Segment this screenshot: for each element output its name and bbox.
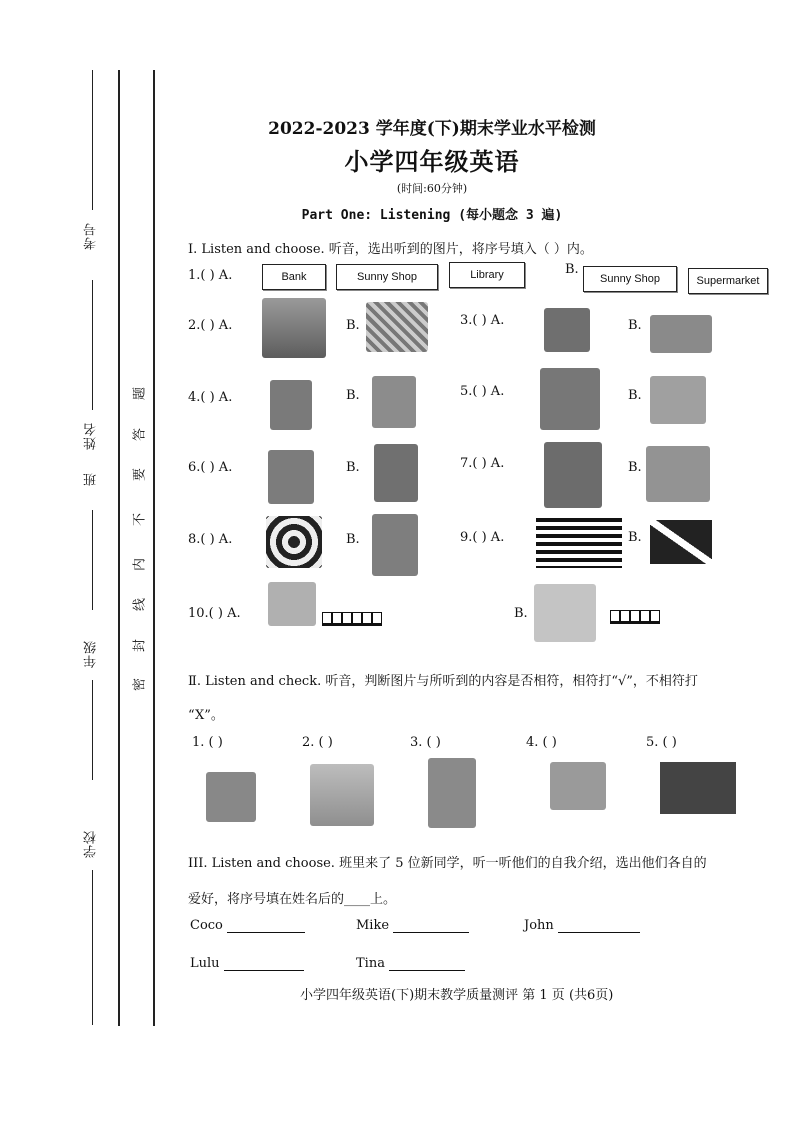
question-label: 7.( ) A. [460,456,505,471]
seal-char: 封 [132,639,148,653]
shop-sign: Bank [262,264,326,290]
section3-instruction: III. Listen and choose. 班里来了 5 位新同学，听一听他们的自我介绍，选出他们各自的 [188,856,707,871]
student-name: Coco [190,918,223,933]
question-label: 3.( ) A. [460,313,505,328]
section3-instruction-cont: 爱好，将序号填在姓名后的____上。 [188,892,397,907]
seal-char: 题 [132,387,148,401]
field-exam-number: 考号 [84,222,99,250]
pagoda-icon [262,298,326,358]
question-label: 8.( ) A. [188,532,233,547]
code-bar [322,612,382,626]
field-line [92,680,93,780]
question-label: 4.( ) A. [188,390,233,405]
student-name: John [524,918,554,933]
code-bar [610,610,660,624]
part-title: Part One: Listening (每小题念 3 遍) [301,208,563,223]
exam-title: 2022-2023 学年度(下)期末学业水平检测 [268,119,596,139]
usa-flag-icon [536,518,622,568]
field-line [92,870,93,1025]
name-row [190,956,304,971]
question-label: 9.( ) A. [460,530,505,545]
dragon-icon [366,302,428,352]
answer-blank[interactable] [224,956,304,971]
skier-icon [270,380,312,430]
seal-char: 要 [132,468,148,482]
name-row [190,918,305,933]
answer-blank[interactable] [227,918,305,933]
field-name: 姓名 [84,422,99,450]
seal-char: 内 [132,558,148,572]
seal-char: 密 [132,678,148,692]
option-b-label: B. [346,460,360,475]
skater-icon [428,758,476,828]
violin-boy-icon [268,450,314,504]
seal-char: 答 [132,428,148,442]
question-label: 6.( ) A. [188,460,233,475]
uk-flag-icon [650,520,712,564]
reading-girl-icon [544,442,602,508]
check-item-label: 2. ( ) [302,735,333,750]
section1-instruction: I. Listen and choose. 听音，选出听到的图片，将序号填入（ ）内。 [188,242,593,257]
hotel-icon [206,772,256,822]
field-line [92,280,93,410]
check-item-label: 1. ( ) [192,735,223,750]
puzzle-icon [550,762,606,810]
option-b-label: B. [628,318,642,333]
q1-label: 1.( ) A. [188,268,233,283]
student-name: Tina [356,956,385,971]
boat-child-icon [650,376,706,424]
china-flag-icon [660,762,736,814]
field-class: 班 [84,472,99,486]
question-label: 5.( ) A. [460,384,505,399]
section2-instruction-cont: “X”。 [188,708,224,723]
name-row [356,956,465,971]
answer-blank[interactable] [389,956,465,971]
shop-sign: Sunny Shop [583,266,677,292]
skater-icon [372,376,416,428]
post-office-icon [544,308,590,352]
option-b-label: B. [628,530,642,545]
answer-blank[interactable] [393,918,469,933]
option-b-label: B. [346,318,360,333]
shop-sign: Supermarket [688,268,768,294]
name-row [524,918,640,933]
koala-icon [372,514,418,576]
shop-sign: Library [449,262,525,288]
q1-b-label: B. [565,262,579,277]
page-footer: 小学四年级英语(下)期末教学质量测评 第 1 页 (共6页) [300,988,614,1003]
option-b-label: B. [346,388,360,403]
option-b-label: B. [628,460,642,475]
picnic-icon [646,446,710,502]
basketball-boy-icon [374,444,418,502]
beach-icon [310,764,374,826]
seal-char: 线 [132,598,148,612]
section2-instruction: Ⅱ. Listen and check. 听音，判断图片与所听到的内容是否相符，相符打“√”，不相符打 [188,674,698,689]
subject-title: 小学四年级英语 [344,147,520,176]
question-label: 10.( ) A. [188,606,241,621]
photographer-icon [540,368,600,430]
panda-icon [266,516,322,568]
time-note: (时间:60分钟) [396,182,468,195]
field-school: 学校 [84,830,99,858]
option-b-label: B. [514,606,528,621]
option-b-label: B. [346,532,360,547]
dancer-icon [534,584,596,642]
check-item-label: 5. ( ) [646,735,677,750]
field-grade: 年级 [84,640,99,668]
option-b-label: B. [628,388,642,403]
shop-sign: Sunny Shop [336,264,438,290]
name-row [356,918,469,933]
dancer-icon [268,582,316,626]
question-label: 2.( ) A. [188,318,233,333]
check-item-label: 3. ( ) [410,735,441,750]
student-name: Mike [356,918,390,933]
seal-char: 不 [132,513,148,527]
student-name: Lulu [190,956,220,971]
field-line [92,510,93,610]
answer-blank[interactable] [558,918,640,933]
check-item-label: 4. ( ) [526,735,557,750]
building-icon [650,315,712,353]
